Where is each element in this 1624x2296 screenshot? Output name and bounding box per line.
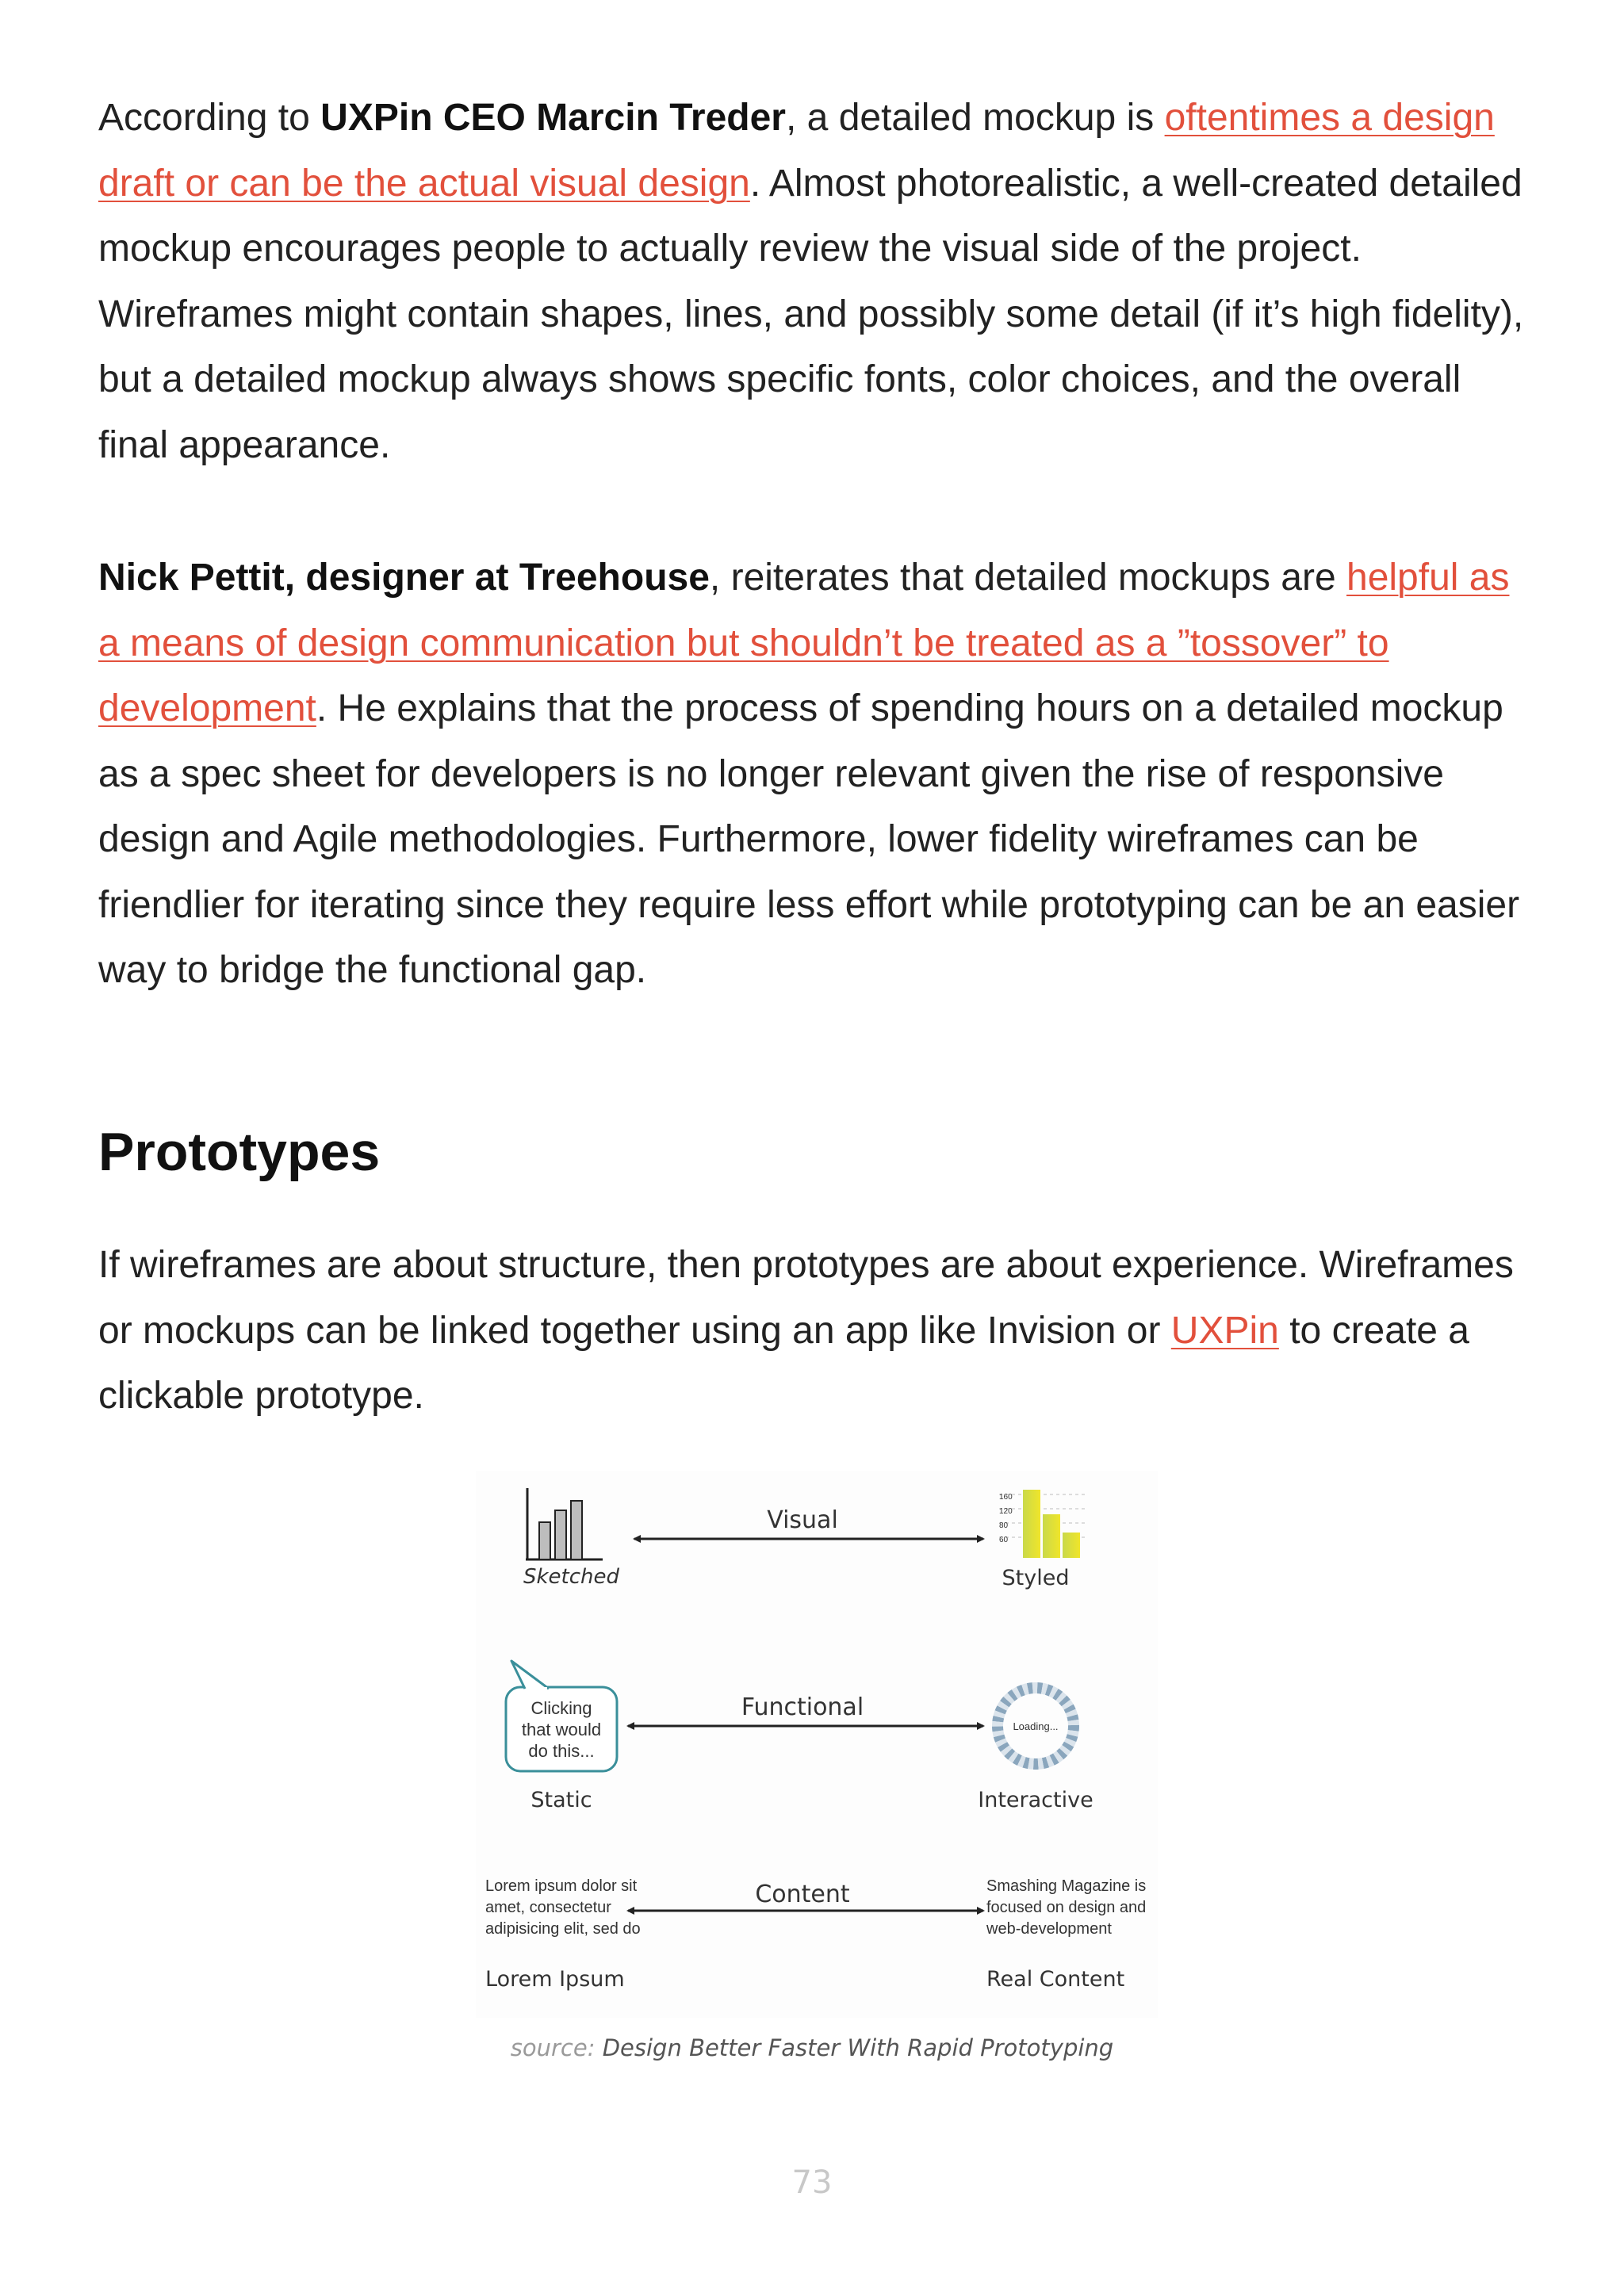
text-run: . Almost photorealistic, a well-created detailed mockup encourages people to actually review the visual side of the project. Wireframes might contain shapes, lines, and possibly some detail (if it’s high fidelity), but a detailed mockup always shows specific fonts, color choices, and the overall final appearance. (98, 162, 1524, 466)
axis-label-functional: Functional (741, 1693, 864, 1721)
caption-prefix: source: (510, 2034, 603, 2061)
sketched-chart-icon (526, 1488, 603, 1559)
bold-name-uxpin-ceo: UXPin CEO Marcin Treder (320, 97, 786, 139)
label-static: Static (530, 1788, 592, 1812)
text-run: , reiterates that detailed mockups are (709, 557, 1346, 599)
text-run: According to (98, 97, 321, 139)
styled-tick: 120 (999, 1507, 1013, 1516)
page-number: 73 (791, 2164, 833, 2201)
bubble-text: do this... (528, 1741, 595, 1761)
text-run: If wireframes are about structure, then prototypes are about experience. Wireframes or mockups can be linked together using an app like Invision or (98, 1244, 1514, 1352)
link-uxpin[interactable]: UXPin (1170, 1309, 1279, 1352)
row-content (485, 1877, 1146, 1992)
lorem-line: amet, consectetur (485, 1899, 611, 1916)
link-design-communication[interactable]: helpful as a means of design communication but shouldn’t be treated as a ”tossover” to development (98, 557, 1510, 729)
row-visual (523, 1488, 1086, 1590)
text-run: to create a clickable prototype. (98, 1309, 1469, 1417)
speech-bubble-icon (506, 1661, 617, 1771)
text-run: . He explains that the process of spending hours on a detailed mockup as a spec sheet for developers is no longer relevant given the rise of responsive design and Agile methodologies. Furthermore, lower fidelity wireframes can be friendlier for iterating since they require less effort while prototyping can be an easier way to bridge the functional gap. (98, 687, 1520, 991)
axis-label-content: Content (755, 1881, 850, 1908)
label-interactive: Interactive (978, 1788, 1094, 1812)
styled-chart-icon (999, 1490, 1086, 1558)
axis-label-visual: Visual (767, 1506, 838, 1534)
bubble-text: Clicking (530, 1698, 592, 1718)
section-heading: Prototypes (98, 1122, 381, 1182)
link-design-draft[interactable]: oftentimes a design draft or can be the actual visual design (98, 97, 1495, 205)
label-real-content: Real Content (986, 1967, 1125, 1992)
label-lorem-ipsum: Lorem Ipsum (485, 1967, 625, 1992)
text-run: , a detailed mockup is (785, 97, 1165, 139)
lorem-line: Lorem ipsum dolor sit (485, 1877, 638, 1895)
diagram-svg (476, 1471, 1158, 2018)
bubble-text: that would (521, 1720, 602, 1739)
real-content-line: Smashing Magazine is (986, 1877, 1147, 1895)
styled-tick: 80 (999, 1521, 1009, 1530)
lorem-line: adipisicing elit, sed do (485, 1920, 641, 1938)
bold-name-nick-pettit: Nick Pettit, designer at Treehouse (98, 557, 710, 599)
styled-tick: 60 (999, 1536, 1009, 1544)
paragraph-nick-pettit (98, 545, 1526, 1004)
prototyping-diagram (476, 1471, 1158, 2018)
real-content-line: web-development (986, 1920, 1112, 1938)
caption-title: Design Better Faster With Rapid Prototyping (602, 2034, 1114, 2061)
real-content-line: focused on design and (986, 1899, 1147, 1916)
loading-spinner-icon (998, 1688, 1074, 1764)
paragraph-prototypes (98, 1233, 1526, 1429)
spinner-label: Loading... (1013, 1720, 1059, 1732)
row-functional (506, 1661, 1094, 1812)
label-sketched: Sketched (523, 1565, 620, 1589)
styled-tick: 160 (999, 1493, 1013, 1502)
label-styled: Styled (1002, 1566, 1070, 1590)
figure-caption (0, 2034, 1624, 2061)
paragraph-detailed-mockup (98, 86, 1526, 478)
